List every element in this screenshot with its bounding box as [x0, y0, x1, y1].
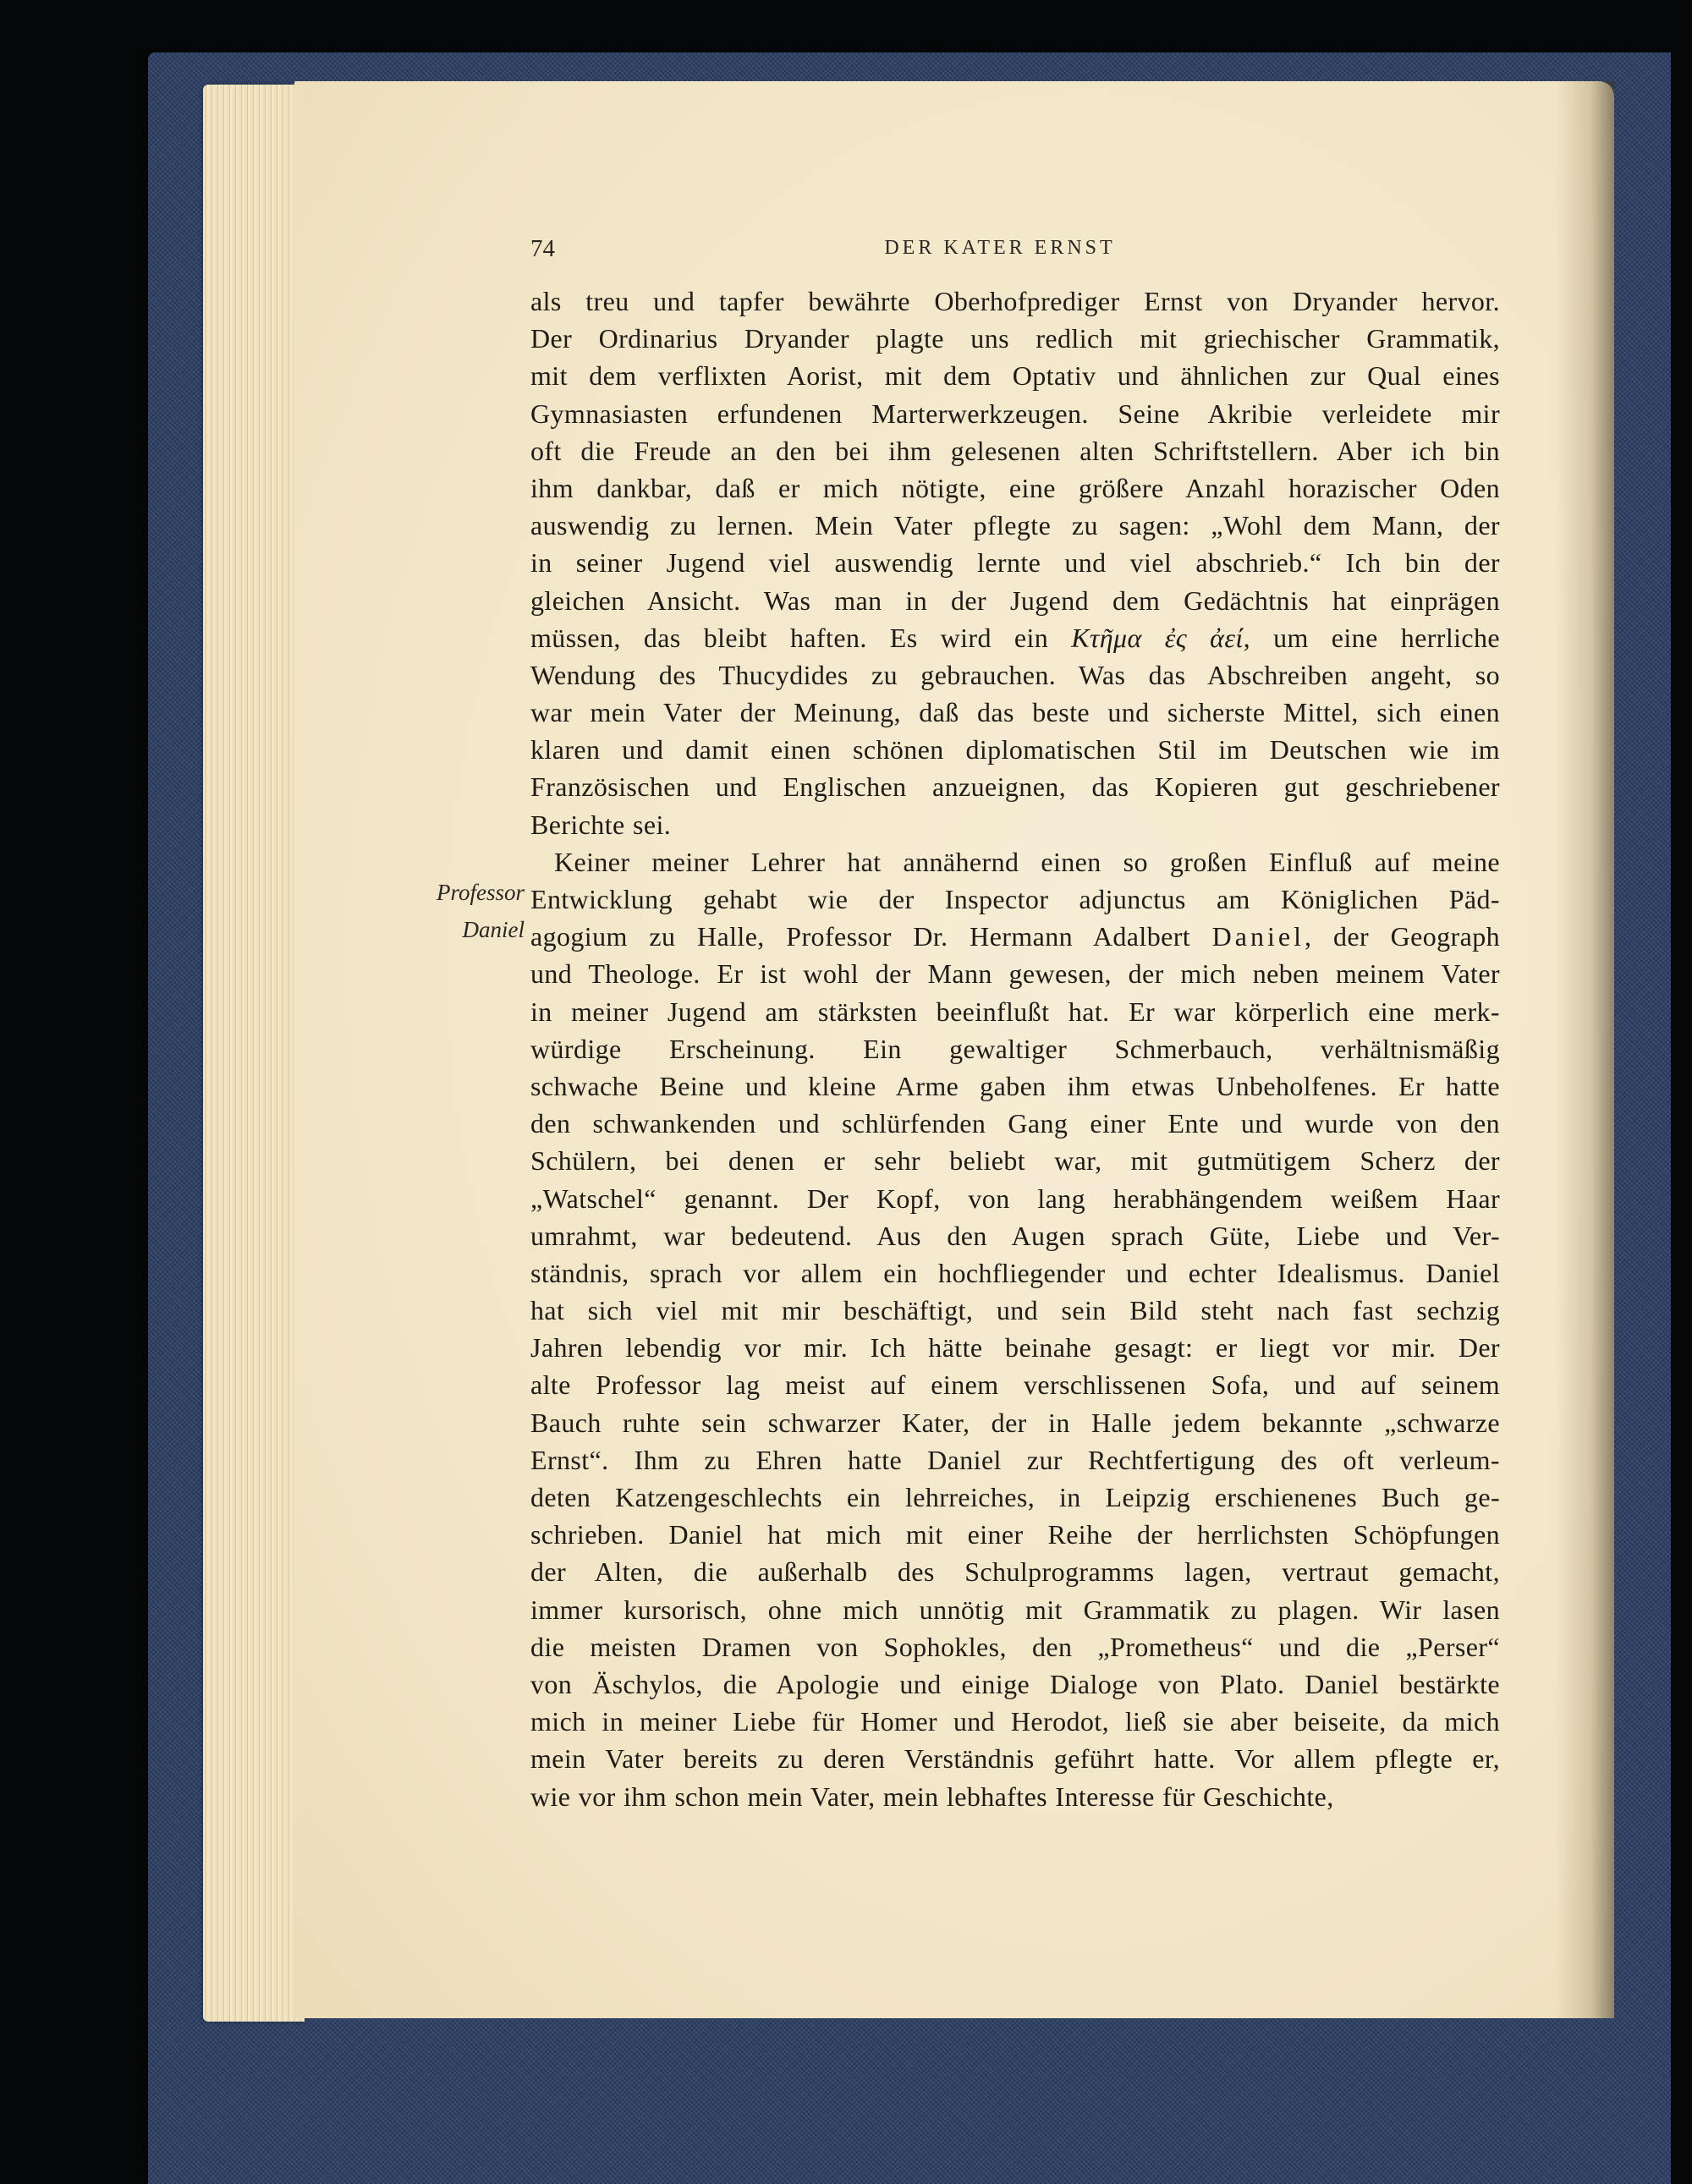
text-line: Berichte sei. — [530, 809, 672, 840]
text-line: oft die Freude an den bei ihm gelesenen alten Schriftstellern. Aber ich bin — [530, 435, 1500, 466]
page-header — [530, 235, 1444, 269]
text-line: Der Ordinarius Dryander plagte uns redlich mit griechischer Grammatik, — [530, 323, 1500, 354]
text-line: immer kursorisch, ohne mich unnötig mit Grammatik zu plagen. Wir lasen — [530, 1594, 1500, 1625]
text-line: Französischen und Englischen anzueignen, das Kopieren gut geschriebener — [530, 771, 1500, 803]
text-line: ihm dankbar, daß er mich nötigte, eine größere Anzahl horazischer Oden — [530, 472, 1500, 503]
text-line: Jahren lebendig vor mir. Ich hätte beinahe gesagt: er liegt vor mir. Der — [530, 1332, 1500, 1364]
text-line: mein Vater bereits zu deren Verständnis geführt hatte. Vor allem pflegte er, — [530, 1743, 1500, 1775]
body-text — [530, 283, 1500, 1815]
spaced-text: Daniel — [1211, 921, 1305, 952]
running-title: DER KATER ERNST — [884, 237, 1116, 259]
text-line: und Theologe. Er ist wohl der Mann gewesen, der mich neben meinem Vater — [530, 958, 1500, 990]
margin-note — [389, 874, 525, 948]
text-line: schrieben. Daniel hat mich mit einer Reihe der herrlichsten Schöpfungen — [530, 1519, 1500, 1550]
text-line: Keiner meiner Lehrer hat annähernd einen so großen Einfluß auf meine — [554, 846, 1500, 877]
text-line: ständnis, sprach vor allem ein hochfliegender und echter Idealismus. Daniel — [530, 1257, 1500, 1288]
text-line: in meiner Jugend am stärksten beeinflußt hat. Er war körperlich eine merk- — [530, 996, 1500, 1027]
text-line: Wendung des Thucydides zu gebrauchen. Was das Abschreiben angeht, so — [530, 659, 1500, 690]
text-line: von Äschylos, die Apologie und einige Dialoge von Plato. Daniel bestärkte — [530, 1668, 1500, 1699]
text-line: Schülern, bei denen er sehr beliebt war, mit gutmütigem Scherz der — [530, 1145, 1500, 1177]
page-gutter-shadow — [1555, 81, 1614, 2018]
text-line: deten Katzengeschlechts ein lehrreiches, in Leipzig erschienenes Buch ge- — [530, 1482, 1500, 1512]
text-line: die meisten Dramen von Sophokles, den „Prometheus“ und die „Perser“ — [530, 1631, 1500, 1662]
text-line: Ernst“. Ihm zu Ehren hatte Daniel zur Rechtfertigung des oft verleum- — [530, 1444, 1500, 1475]
greek-text: Κτῆμα ἐς ἀεί, — [1071, 622, 1251, 653]
text-line: hat sich viel mit mir beschäftigt, und sein Bild steht nach fast sechzig — [530, 1295, 1500, 1326]
margin-note-line: Daniel — [462, 917, 525, 942]
text-line: mit dem verflixten Aorist, mit dem Optativ und ähnlichen zur Qual eines — [530, 360, 1500, 392]
text-line: umrahmt, war bedeutend. Aus den Augen sprach Güte, Liebe und Ver- — [530, 1220, 1500, 1251]
text-segment: müssen, das bleibt haften. Es wird ein — [530, 622, 1072, 653]
text-line: wie vor ihm schon mein Vater, mein lebhaftes Interesse für Geschichte, — [530, 1781, 1334, 1812]
text-line: den schwankenden und schlürfenden Gang einer Ente und wurde von den — [530, 1108, 1500, 1139]
text-line: Entwicklung gehabt wie der Inspector adjunctus am Königlichen Päd- — [530, 884, 1500, 914]
text-line — [530, 619, 1500, 656]
text-segment: um eine herrliche — [1250, 622, 1501, 653]
text-line: würdige Erscheinung. Ein gewaltiger Schmerbauch, verhältnismäßig — [530, 1033, 1500, 1064]
margin-note-line: Professor — [436, 880, 525, 905]
text-line: in seiner Jugend viel auswendig lernte und viel abschrieb.“ Ich bin der — [530, 547, 1500, 579]
text-line — [530, 918, 1500, 955]
page-number: 74 — [530, 235, 555, 262]
text-line: war mein Vater der Meinung, daß das beste und sicherste Mittel, sich einen — [530, 697, 1500, 728]
paragraph-1 — [530, 283, 1500, 843]
text-line: alte Professor lag meist auf einem verschlissenen Sofa, und auf seinem — [530, 1369, 1500, 1401]
text-line: Gymnasiasten erfundenen Marterwerkzeugen. Seine Akribie verleidete mir — [530, 398, 1500, 429]
text-segment: agogium zu Halle, Professor Dr. Hermann Adalbert — [530, 921, 1212, 952]
page-edges — [203, 85, 305, 2022]
text-line: Bauch ruhte sein schwarzer Kater, der in Halle jedem bekannte „schwarze — [530, 1407, 1500, 1438]
text-line: auswendig zu lernen. Mein Vater pflegte zu sagen: „Wohl dem Mann, der — [530, 510, 1500, 541]
text-line: klaren und damit einen schönen diplomatischen Stil im Deutschen wie im — [530, 734, 1500, 765]
text-line: mich in meiner Liebe für Homer und Herodot, ließ sie aber beiseite, da mich — [530, 1706, 1500, 1737]
text-line: schwache Beine und kleine Arme gaben ihm etwas Unbeholfenes. Er hatte — [530, 1070, 1500, 1101]
text-line: der Alten, die außerhalb des Schulprogramms lagen, vertraut gemacht, — [530, 1556, 1500, 1588]
text-line: als treu und tapfer bewährte Oberhofprediger Ernst von Dryander hervor. — [530, 286, 1500, 316]
text-segment: , der Geograph — [1304, 921, 1500, 952]
text-line: gleichen Ansicht. Was man in der Jugend dem Gedächtnis hat einprägen — [530, 584, 1500, 616]
paragraph-2 — [530, 843, 1500, 1815]
text-line: „Watschel“ genannt. Der Kopf, von lang herabhängendem weißem Haar — [530, 1183, 1500, 1214]
